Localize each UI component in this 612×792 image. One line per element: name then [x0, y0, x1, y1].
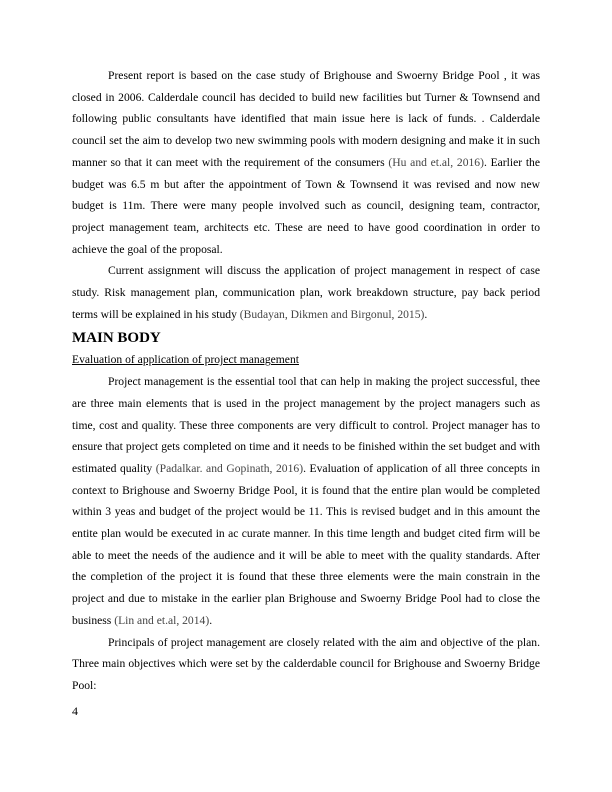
- body-paragraph-1: Project management is the essential tool that can help in making the project successful, thee are three main elements that is used in the project management by the project managers such as time, cost and quality. These three components are very difficult to control. Project manager has to ensure that project gets completed on time and it needs to be finished within the set budget and with estimated quality (Padalkar. and Gopinath, 2016). Evaluation of application of all three concepts in context to Brighouse and Swoerny Bridge Pool, it is found that the entire plan would be completed within 3 yeas and budget of the project would be 11. This is revised budget and in this amount the entite plan would be executed in ac curate manner. In this time length and budget cited firm will be able to meet the needs of the audience and it will be able to meet with the quality standards. After the completion of the project it is found that these three elements were the main constrain in the project and due to mistake in the earlier plan Brighouse and Swoerny Bridge Pool had to close the business (Lin and et.al, 2014).: [72, 375, 540, 627]
- page-number: 4: [72, 704, 78, 718]
- intro-paragraph-1: Present report is based on the case study of Brighouse and Swoerny Bridge Pool , it was closed in 2006. Calderdale council has decided to build new facilities but Turner & Townsend and following public consultants have identified that main issue here is lack of funds. . Calderdale council set the aim to develop two new swimming pools with modern designing and make it in such manner so that it can meet with the requirement of the consumers (Hu and et.al, 2016). Earlier the budget was 6.5 m but after the appointment of Town & Townsend it was revised and now new budget is 11m. There were many people involved such as council, designing team, contractor, project management team, architects etc. These are need to have good coordination in order to achieve the goal of the proposal.: [72, 69, 541, 256]
- citation: (Lin and et.al, 2014): [114, 613, 210, 627]
- section-heading: MAIN BODY: [72, 330, 161, 347]
- citation: (Padalkar. and Gopinath, 2016): [155, 461, 304, 475]
- intro-paragraph-2: Current assignment will discuss the application of project management in respect of case study. Risk management plan, communication plan, work breakdown structure, pay back period terms will be explained in his study (Budayan, Dikmen and Birgonul, 2015).: [72, 264, 540, 321]
- citation: (Hu and et.al, 2016): [388, 155, 484, 169]
- subsection-heading: Evaluation of application of project management: [72, 353, 299, 367]
- citation: (Budayan, Dikmen and Birgonul, 2015): [239, 307, 425, 321]
- page-content: [72, 65, 540, 697]
- body-paragraph-2: Principals of project management are closely related with the aim and objective of the plan. Three main objectives which were set by the calderdable council for Brighouse and Swoerny Bridge Pool:: [72, 635, 540, 692]
